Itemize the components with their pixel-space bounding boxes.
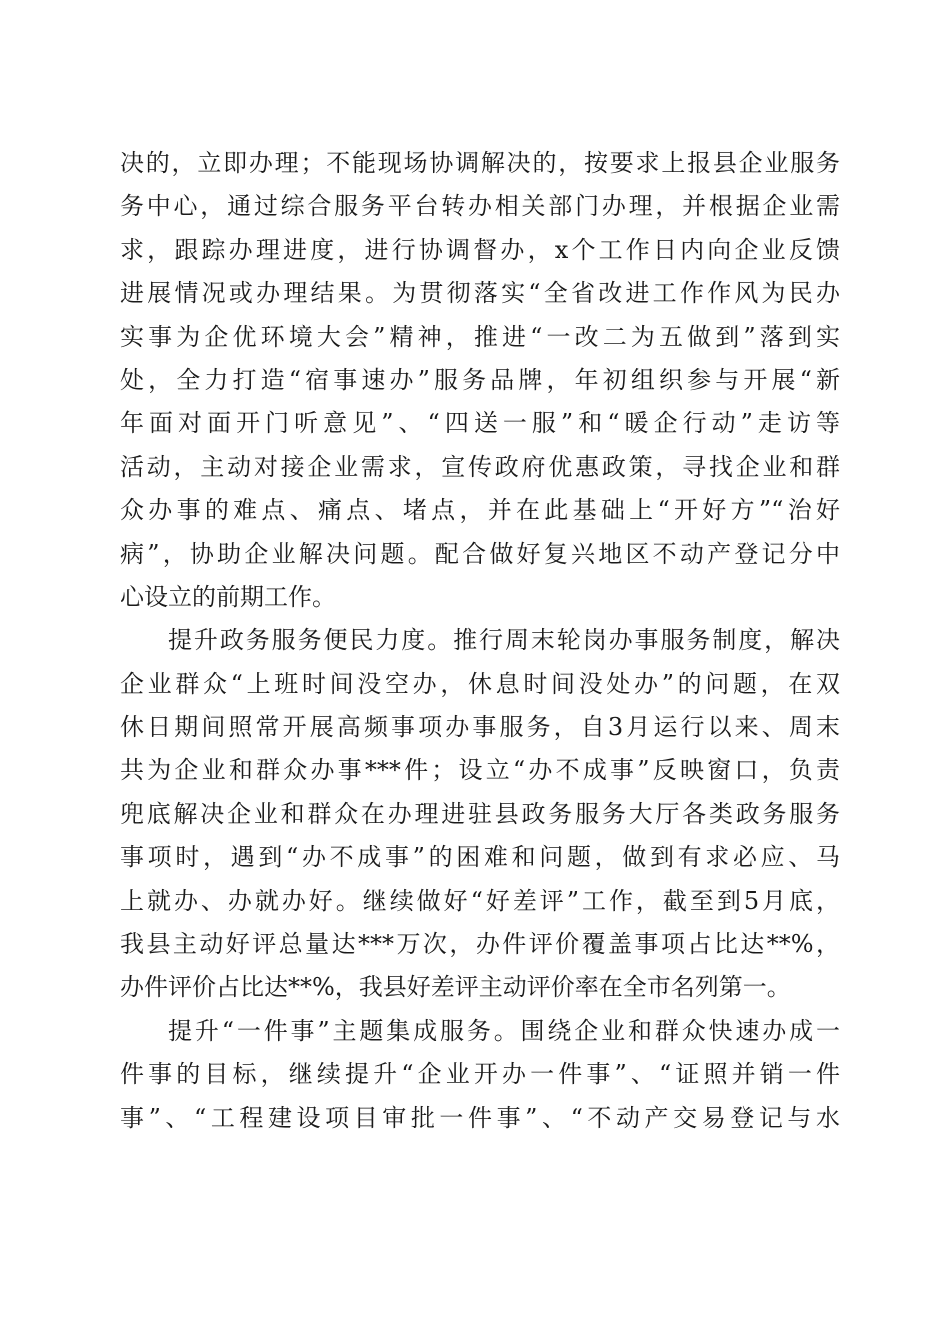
text-line: 提升“一件事”主题集成服务。围绕企业和群众快速办成一 [168,1016,840,1045]
document-body [120,142,840,1140]
paragraph-2 [120,619,840,1010]
text-line: 求，跟踪办理进度，进行协调督办，x个工作日内向企业反馈 [120,235,840,264]
text-line: 病”，协助企业解决问题。配合做好复兴地区不动产登记分中 [120,539,840,568]
text-line: 事项时，遇到“办不成事”的困难和问题，做到有求必应、马 [120,843,840,872]
text-line: 年面对面开门听意见”、“四送一服”和“暖企行动”走访等 [120,409,840,438]
text-line: 心设立的前期工作。 [120,582,336,611]
text-line: 办件评价占比达**%，我县好差评主动评价率在全市名列第一。 [120,973,791,1002]
text-line: 休日期间照常开展高频事项办事服务，自3月运行以来、周末 [120,713,840,742]
text-line: 活动，主动对接企业需求，宣传政府优惠政策，寻找企业和群 [120,452,840,481]
text-line: 兜底解决企业和群众在办理进驻县政务服务大厅各类政务服务 [120,799,840,828]
text-line: 上就办、办就办好。继续做好“好差评”工作，截至到5月底， [120,886,840,915]
text-line: 众办事的难点、痛点、堵点，并在此基础上“开好方”“治好 [120,496,840,525]
paragraph-1 [120,142,840,619]
text-line: 务中心，通过综合服务平台转办相关部门办理，并根据企业需 [120,192,840,221]
text-line: 件事的目标，继续提升“企业开办一件事”、“证照并销一件 [120,1060,840,1089]
text-line: 共为企业和群众办事***件；设立“办不成事”反映窗口，负责 [120,756,840,785]
text-line: 事”、“工程建设项目审批一件事”、“不动产交易登记与水 [120,1103,840,1132]
text-line: 企业群众“上班时间没空办，休息时间没处办”的问题，在双 [120,669,840,698]
text-line: 实事为企优环境大会”精神，推进“一改二为五做到”落到实 [120,322,840,351]
text-line: 进展情况或办理结果。为贯彻落实“全省改进工作作风为民办 [120,279,840,308]
paragraph-3 [120,1010,840,1140]
text-line: 处，全力打造“宿事速办”服务品牌，年初组织参与开展“新 [120,365,840,394]
text-line: 决的，立即办理；不能现场协调解决的，按要求上报县企业服务 [120,149,840,177]
text-line: 我县主动好评总量达***万次，办件评价覆盖事项占比达**%， [120,930,840,959]
text-line: 提升政务服务便民力度。推行周末轮岗办事服务制度，解决 [168,626,840,655]
